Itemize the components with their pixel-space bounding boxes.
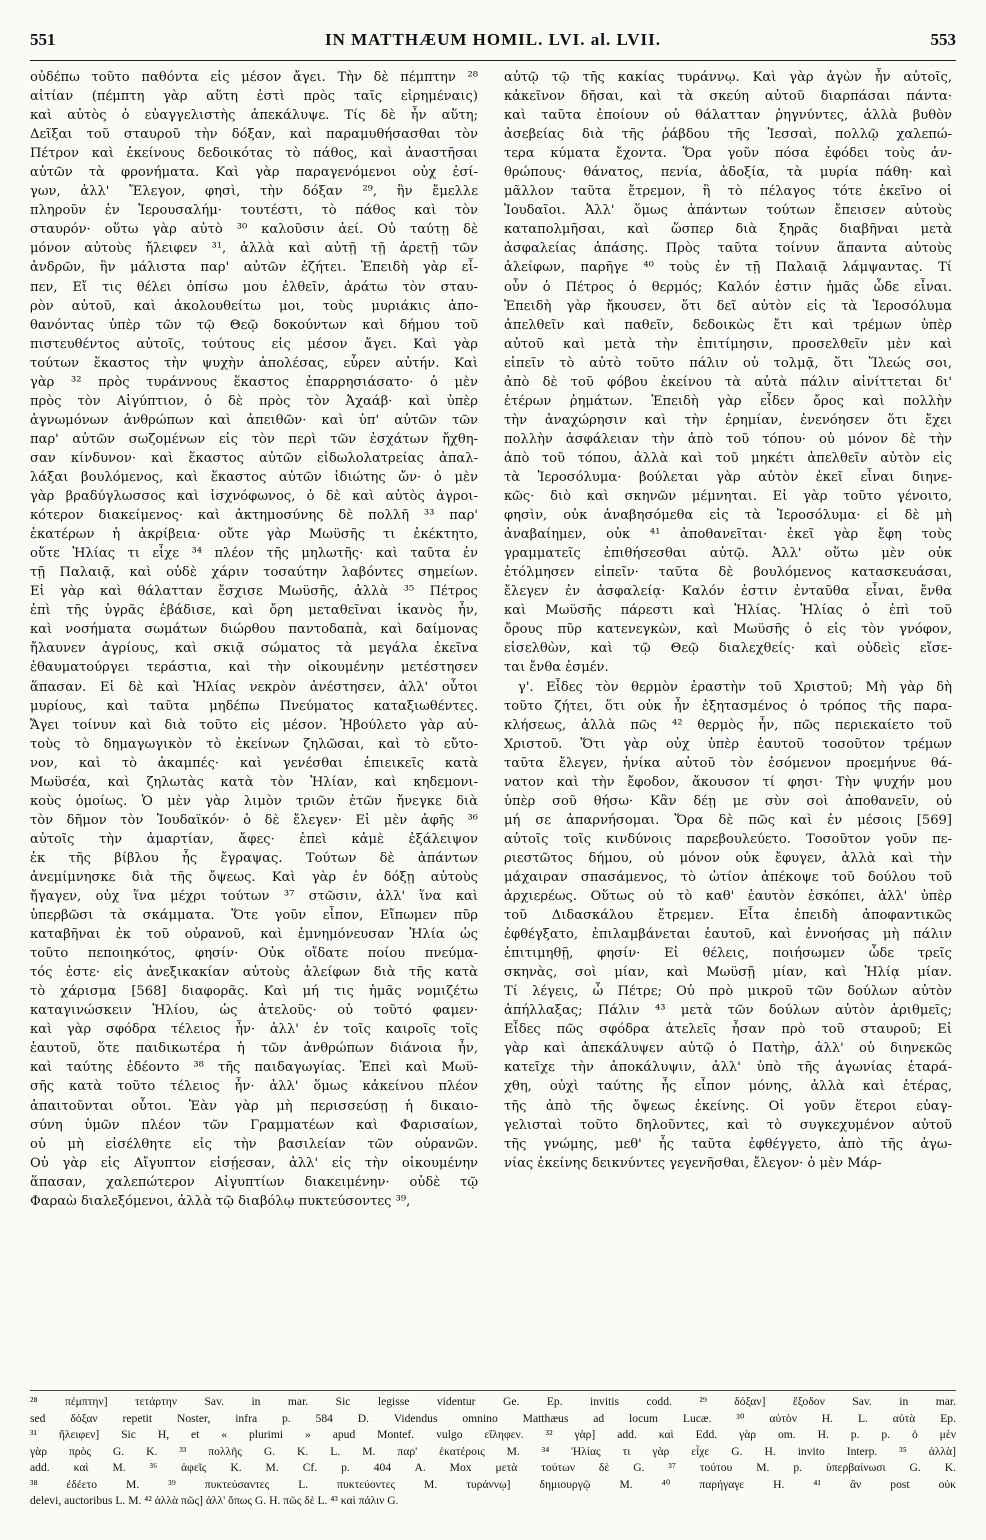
text-line: γὰρ ³² πρὸς τυράννους ἕκαστος ἐπαρρησιάσατο· ὁ μὲν bbox=[30, 374, 478, 390]
text-line: θρώπους· θάνατος, πενία, ἀδοξία, τὰ μυρία πάθη· καὶ bbox=[504, 165, 952, 181]
text-line: αἰτίαν (πέμπτη γὰρ αὕτη ἐστὶ πρὸς ταῖς εἰρημέναις) bbox=[30, 89, 478, 105]
text-line: γων, ἀλλ' Ἔλεγον, φησὶ, τὴν δόξαν ²⁹, ἣν ἔμελλε bbox=[30, 184, 478, 200]
text-line: γελισταὶ τοῦτο δηλοῦντες, καὶ τὸ συγκεχυμένον αὐτοῦ bbox=[504, 1117, 952, 1133]
text-line: ἀσεβείας διὰ τῆς ῥάβδου τῆς Ἰεσσαὶ, πολλῷ χαλεπώ- bbox=[504, 127, 952, 143]
header-rule bbox=[30, 60, 956, 61]
text-line: ρὸν αὐτοῦ, καὶ ἀκολουθείτω μοι, τοὺς μυριάκις ἀπο- bbox=[30, 298, 478, 314]
text-line: αὐτοῦ καὶ μετὰ τὴν ἐπιτίμησιν, προσελθεῖν μὲν καὶ bbox=[504, 336, 952, 352]
text-line: τοῦ Διδασκάλου ἔτρεμεν. Εἶτα ἐπειδὴ ἀποφαντικῶς bbox=[504, 908, 952, 924]
text-line: ἀγνωμόνων ἀνθρώπων καὶ ἀπειθῶν· καὶ ὑπ' αὐτῶν τῶν bbox=[30, 412, 478, 428]
text-line: ἀπελθεῖν καὶ παθεῖν, δεδοικὼς ἔτι καὶ τρέμων ὑπὲρ bbox=[504, 317, 952, 333]
text-line: λάξαι βουλόμενος, καὶ ἕκαστος αὐτῶν ἰδιώτης ὤν· ὁ μὲν bbox=[30, 469, 478, 485]
text-line: τῆς γνώμης, μεθ' ἧς ταῦτα ἐφθέγγετο, ἀπὸ τῆς ἀγω- bbox=[504, 1136, 952, 1152]
page-number-right: 553 bbox=[930, 30, 956, 49]
text-line: καὶ νοσήματα σωμάτων διώρθου παντοδαπὰ, καὶ δαίμονας bbox=[30, 622, 478, 638]
text-line: Ἰουδαῖοι. Ἀλλ' ὅμως ἁπάντων τούτων ἔπεισεν αὐτοὺς bbox=[504, 203, 952, 219]
text-line: εἰπεῖν τὸ αὐτὸ τοῦτο πάλιν οὐ τολμᾷ, ὅτι Ἵλεώς σοι, bbox=[504, 355, 952, 371]
text-line: ἐκ τῆς βίβλου ἧς ἔγραψας. Τούτων δὲ ἁπάντων bbox=[30, 850, 478, 866]
text-line: γὰρ καὶ ἀπεκάλυψεν αὐτῷ ὁ Πατὴρ, ἀλλ' οὐ διηνεκῶς bbox=[504, 1041, 952, 1057]
text-line: σύνη ὑμῶν πλέον τῶν Γραμματέων καὶ Φαρισαίων, bbox=[30, 1117, 478, 1133]
text-line: μόνον αὐτοὺς ἤλειφεν ³¹, ἀλλὰ καὶ αὐτῇ τῇ ἀρετῇ τῶν bbox=[30, 241, 478, 257]
text-line: καὶ ταύτης ἐδέοντο ³⁸ τῆς παιδαγωγίας. Ἐπεὶ καὶ Μωϋ- bbox=[30, 1060, 478, 1076]
text-line: μή σε ἀπαρνήσομαι. Ὅρα δὲ πῶς καὶ ἐν μέσοις [569] bbox=[504, 812, 952, 828]
text-line: Τί λέγεις, ὦ Πέτρε; Οὐ πρὸ μικροῦ τῶν δούλων αὐτὸν bbox=[504, 984, 952, 1000]
text-line: ταῦτα ἔλεγεν, ἡνίκα αὐτοῦ τὸν ἐσόμενον προεμήνυε θά- bbox=[504, 755, 952, 771]
text-line: ἅπασαν. Εἰ δὲ καὶ Ἠλίας νεκρὸν ἀνέστησεν, ἀλλ' οὗτοι bbox=[30, 679, 478, 695]
text-line: σκηνὰς, σοὶ μίαν, καὶ Μωϋσῇ μίαν, καὶ Ἠλίᾳ μίαν. bbox=[504, 965, 952, 981]
text-line: αὐτῷ τῷ τῆς κακίας τυράννῳ. Καὶ γὰρ ἀγὼν ἦν αὐτοῖς, bbox=[504, 70, 952, 85]
text-line: οὖν ὁ Πέτρος ὁ θερμός; Καλόν ἐστιν ἡμᾶς ὧδε εἶναι. bbox=[504, 279, 952, 295]
text-line: τοῦτο πεποιηκότος, φησίν· Οὐκ οἴδατε ποίου πνεύμα- bbox=[30, 946, 478, 962]
text-line: τὸ χάρισμα [568] διαφορᾶς. Καὶ μή τις ἡμᾶς νομιζέτω bbox=[30, 984, 478, 1000]
text-line: ἔλεγεν ἐν ἀσφαλείᾳ· Καλόν ἐστιν ἐνταῦθα εἶναι, ἔνθα bbox=[504, 584, 952, 600]
text-line: αὐτοῖς τὴν ἁμαρτίαν, ἄφες· ἐπεὶ κἀμὲ ἐξάλειψον bbox=[30, 831, 478, 847]
text-line: ἤλαυνεν ἀγρίους, καὶ σκιᾷ σώματος τὰ μεγάλα ἐκεῖνα bbox=[30, 641, 478, 657]
text-line: γὰρ βραδύγλωσσος καὶ ἰσχνόφωνος, ὁ δὲ καὶ αὐτὸς ἀγροι- bbox=[30, 489, 478, 505]
text-line: κῶς· διὸ καὶ σκηνῶν μέμνηται. Εἰ γὰρ τοῦτο γένοιτο, bbox=[504, 489, 952, 505]
text-line: Εἶδες πῶς σφόδρα ἀτελεῖς ἦσαν πρὸ τοῦ σταυροῦ; Εἰ bbox=[504, 1022, 952, 1038]
footnotes bbox=[30, 1394, 956, 1510]
text-line: ται ἔνθα ἐσμέν. bbox=[504, 660, 609, 676]
text-line: ἀναβαίημεν, οὐκ ⁴¹ ἀποθανεῖται· ἐκεῖ γὰρ ἔφη τοὺς bbox=[504, 527, 952, 543]
text-line: νίας ἐκείνης δεικνύντες γεγενῆσθαι, ἔλεγον· ὁ μὲν Μάρ- bbox=[504, 1155, 882, 1171]
text-line: κοὺς ὁμοίως. Ὁ μὲν γὰρ λιμὸν τριῶν ἐτῶν ἤνεγκε διὰ bbox=[30, 793, 478, 809]
text-line: τερα κύματα ἔχοντα. Ὅρα γοῦν πόσα ἐφόδει τοὺς ἀν- bbox=[504, 146, 952, 162]
text-line: τοὺς τὸ δημαγωγικὸν τὸ ἐκείνων ζηλῶσαι, καὶ τὸ εὔτο- bbox=[30, 736, 478, 752]
text-line: γ'. Εἶδες τὸν θερμὸν ἐραστὴν τοῦ Χριστοῦ; Μὴ γὰρ δὴ bbox=[518, 679, 952, 695]
text-line: ἑτέρων ῥημάτων. Ἐπειδὴ γὰρ εἶδεν ὄρος καὶ πολλὴν bbox=[504, 393, 952, 409]
text-line: ριεστῶτος δήμου, οὐ μόνον οὐκ ἔφυγεν, ἀλλὰ καὶ τὴν bbox=[504, 850, 952, 866]
running-title: IN MATTHÆUM HOMIL. LVI. al. LVII. bbox=[324, 30, 662, 49]
text-line: κἀκεῖνον δῆσαι, καὶ τὰ σκεύη αὐτοῦ διαρπάσαι πάντα· bbox=[504, 89, 952, 105]
text-line: κατεῖχε τὴν ἀποκάλυψιν, ἀλλ' ὑπὸ τῆς ἀγωνίας ἐταρά- bbox=[504, 1060, 952, 1076]
text-line: τὸν δῆμον τὸν Ἰουδαϊκόν· ὁ δὲ ἔλεγεν· Εἰ μὲν ἀφῆς ³⁶ bbox=[30, 812, 478, 828]
text-line: Μωϋσέα, καὶ ζηλωτὰς κατὰ τὸν Ἠλίαν, καὶ κηδεμονι- bbox=[30, 774, 478, 790]
text-line: καταγινώσκειν Ἠλίου, ὡς ἀτελοῦς· οὐ τοῦτό φαμεν· bbox=[30, 1003, 478, 1019]
text-line: οὐ μὴ εἰσέλθητε εἰς τὴν βασιλείαν τῶν οὐρανῶν. bbox=[30, 1136, 478, 1152]
page-header bbox=[30, 30, 956, 56]
text-line: τούτων ἕκαστος τὴν ψυχὴν ἀπολέσας, εὗρεν αὐτήν. Καὶ bbox=[30, 355, 478, 371]
text-line: νον, καὶ τὸ ἀκαμπές· καὶ γενέσθαι ἐπιεικεῖς κατὰ bbox=[30, 755, 478, 771]
text-line: ὄρους πῦρ κατενεγκὼν, καὶ Μωϋσῆς ὁ εἰς τὸν γνόφον, bbox=[504, 622, 952, 638]
text-line: θανόντας ὑπὲρ τῶν τῷ Θεῷ δοκούντων καὶ δήμου τοῦ bbox=[30, 317, 478, 333]
text-line: ἤγαγεν, οὐχ ἵνα μέχρι τούτων ³⁷ στῶσιν, ἀλλ' ἵνα καὶ bbox=[30, 889, 478, 905]
text-line: κότερον διακείμενος· καὶ ἀκτημοσύνης δὲ πολλῆ ³³ παρ' bbox=[30, 508, 478, 524]
text-line: καταβῆναι ἐκ τοῦ οὐρανοῦ, καὶ ἐμνημόνευσαν Ἠλία ὡς bbox=[30, 927, 478, 943]
text-line: ἐτόλμησεν εἰπεῖν· ταῦτα δὲ βουλόμενος κατασκευάσαι, bbox=[504, 565, 952, 581]
text-line: οὐδέπω τοῦτο παθόντα εἰς μέσον ἄγει. Τὴν δὲ πέμπτην ²⁸ bbox=[30, 70, 478, 85]
text-line: Εἰ γὰρ καὶ θάλατταν ἔσχισε Μωϋσῆς, ἀλλὰ ³⁵ Πέτρος bbox=[30, 584, 478, 600]
text-line: Δεῖξαι τοῦ σταυροῦ τὴν δόξαν, καὶ παραμυθήσασθαι τὸν bbox=[30, 127, 478, 143]
text-line: τῆς ἀπὸ τῆς ὄψεως ἐκείνης. Οἱ γοῦν ἕτεροι εὐαγ- bbox=[504, 1098, 952, 1114]
text-line: σταυρόν· οὕτω γὰρ αὐτὸ ³⁰ καλοῦσιν ἀεί. Οὐ ταύτῃ δὲ bbox=[30, 222, 478, 238]
right-column bbox=[504, 68, 952, 1173]
text-line: Χριστοῦ. Ὅτι γὰρ οὐχ ὑπὲρ ἑαυτοῦ τοσοῦτον τρέμων bbox=[504, 736, 952, 752]
footnote-line: ³⁸ ἐδέετο M. ³⁹ πυκτεύσαντες L. πυκτεύοντες M. τυράννῳ] δημιουργῷ M. ⁴⁰ παρήγαγε H. ⁴¹ ἂν post οὐκ bbox=[30, 1477, 956, 1491]
text-line: ἀπὸ δὲ τοῦ φόβου ἐκείνου τὰ αὐτὰ πάλιν αἰνίττεται δι' bbox=[504, 374, 952, 390]
text-line: ἀπὸ τοῦ τόπου, ἀλλὰ καὶ τοῦ μηκέτι ἀπελθεῖν αὐτὸν εἰς bbox=[504, 450, 952, 466]
text-line: καὶ αὐτὸς ὁ εὐαγγελιστὴς ἀπεκάλυψε. Τίς δὲ ἦν αὕτη; bbox=[30, 108, 478, 124]
text-line: καὶ γὰρ σφόδρα τέλειος ἦν· ἀλλ' ἐν τοῖς καιροῖς τοῖς bbox=[30, 1022, 478, 1038]
text-line: φησὶν, οὐκ ἀναβησόμεθα εἰς τὰ Ἱεροσόλυμα· εἰ δὲ μὴ bbox=[504, 508, 952, 524]
text-line: μάχαιραν σπασάμενος, τὸ ὠτίον ἀπέκοψε τοῦ δούλου τοῦ bbox=[504, 869, 952, 885]
page-number-left: 551 bbox=[30, 30, 56, 49]
text-line: ἑαυτοῦ, ὅτε παιδικωτέρα ἡ τῶν ἀνθρώπων διάνοια ἦν, bbox=[30, 1041, 478, 1057]
text-line: σαν κίνδυνον· καὶ ἕκαστος αὐτῶν εἰδωλολατρείας ἀπαλ- bbox=[30, 450, 478, 466]
footnote-line: sed δόξαν repetit Noster, infra p. 584 D. Videndus omnino Matthæus ad locum Lucæ. ³⁰ αὐτὸν H. L. αὐτὰ Ep. bbox=[30, 1411, 956, 1425]
text-line: καὶ Μωϋσῆς πάρεστι καὶ Ἠλίας. Ἠλίας ὁ ἐπὶ τοῦ bbox=[504, 603, 952, 619]
text-line: τὴν ἀναχώρησιν καὶ τὴν ἐρημίαν, ἐνενόησεν ὅτι ἔχει bbox=[504, 412, 952, 428]
text-line: Φαραὼ διαλεξόμενοι, ἀλλὰ τῷ διαβόλῳ πυκτεύσοντες ³⁹, bbox=[30, 1193, 411, 1209]
text-line: τοῦτο ζήτει, ὅτι οὐκ ἦν ἐξητασμένος ὁ τρόπος τῆς παρα- bbox=[504, 698, 952, 714]
text-line: παρ' αὐτῶν σωζομένων εἰς τὸν περὶ τῶν ἐσχάτων ἤχθη- bbox=[30, 431, 478, 447]
footnote-line: delevi, auctoribus L. M. ⁴² ἀλλὰ πῶς] ἀλλ' ὅπως G. H. πῶς δὲ L. ⁴³ καὶ πάλιν G. bbox=[30, 1494, 399, 1507]
text-line: πιστευθέντος αὐτοῖς, τούτους εἰς μέσον ἄγει. Καὶ γὰρ bbox=[30, 336, 478, 352]
text-line: ὑπὲρ σοῦ θήσω· Κἂν δέῃ με σὺν σοὶ ἀποθανεῖν, οὐ bbox=[504, 793, 952, 809]
text-line: ἀνεμίμνησκε διὰ τῆς ὄψεως. Καὶ γὰρ ἐν δόξῃ αὐτοὺς bbox=[30, 869, 478, 885]
text-line: Ἐπειδὴ γὰρ ἤκουσεν, ὅτι δεῖ αὐτὸν εἰς τὰ Ἱεροσόλυμα bbox=[504, 298, 952, 314]
text-line: μᾶλλον ταῦτα ἔτρεμον, ἢ τὸ πέλαγος τότε ἐκεῖνο οἱ bbox=[504, 184, 952, 200]
footnote-line: ²⁸ πέμπτην] τετάρτην Sav. in mar. Sic legisse videntur Ge. Ep. invitis codd. ²⁹ δόξαν] ἔξοδον Sav. in mar. bbox=[30, 1395, 956, 1408]
text-line: μυρίους, καὶ ταῦτα μηδέπω Πνεύματος καταξιωθέντες. bbox=[30, 698, 478, 714]
left-column bbox=[30, 68, 478, 1211]
text-line: ἅπασαν, χαλεπώτερον Αἰγυπτίων διακειμένην· οὐδὲ τῷ bbox=[30, 1174, 478, 1190]
text-line: καὶ ταῦτα ἐποίουν οὐ θάλατταν ῥηγνύντες, ἀλλὰ βυθὸν bbox=[504, 108, 952, 124]
text-line: ἀλείφων, παρῆγε ⁴⁰ τοὺς ἐν τῇ Παλαιᾷ λάμψαντας. Τί bbox=[504, 260, 952, 276]
text-line: χθη, οὐχὶ ταύτης ἧς εἶπον μόνης, ἀλλὰ καὶ ἑτέρας, bbox=[504, 1079, 952, 1095]
text-line: τῇ Παλαιᾷ, καὶ οὐδὲ χάριν τοσαύτην λαβόντες σημείων. bbox=[30, 565, 478, 581]
text-line: ἐπὶ τῆς ὑγρᾶς ἐβάδισε, καὶ ὄρη μεταθεῖναι ἱκανὸς ἦν, bbox=[30, 603, 478, 619]
footnote-line: γὰρ πρὸς G. K. ³³ πολλῆς G. K. L. M. παρ' ἑκατέροις M. ³⁴ Ἠλίας τι γὰρ εἶχε G. H. invito Interp. ³⁵ ἀλλὰ] bbox=[30, 1444, 956, 1458]
text-line: ἀπήλλαξας; Πάλιν ⁴³ μετὰ τῶν δούλων αὐτὸν ἀριθμεῖς; bbox=[504, 1003, 952, 1019]
text-line: αὐτῶν τὰ φρονήματα. Καὶ γὰρ παραγενόμενοι οὐχ ἐσί- bbox=[30, 165, 478, 181]
text-line: τός ἐστε· εἰς ἀνεξικακίαν αὐτοὺς ἀλείφων διὰ τῆς κατὰ bbox=[30, 965, 478, 981]
text-line: πεν, Εἴ τις θέλει ὀπίσω μου ἐλθεῖν, ἀράτω τὸν σταυ- bbox=[30, 279, 478, 295]
text-line: τὰ Ἱεροσόλυμα· βούλεται γὰρ αὐτὸν ἐκεῖ εἶναι διηνε- bbox=[504, 469, 952, 485]
text-line: σῆς κατὰ τοῦτο τέλειος ἦν· ἀλλ' ὅμως κἀκείνου πλέον bbox=[30, 1079, 478, 1095]
text-line: ἐφθέγξατο, ἐπιλαμβάνεται ἑαυτοῦ, καὶ ἐννοήσας μὴ πάλιν bbox=[504, 927, 952, 943]
text-line: ἐθαυματούργει τεράστια, καὶ τὴν οἰκουμένην μετέστησεν bbox=[30, 660, 478, 676]
text-line: γραμματεῖς ἐπιθήσεσθαι αὐτῷ. Ἀλλ' οὕτω μὲν οὐκ bbox=[504, 546, 952, 562]
text-line: ἀρχιερέως. Οὕτως οὐ τὸ καθ' ἑαυτὸν ἐσκόπει, ἀλλ' ὑπὲρ bbox=[504, 889, 952, 905]
text-line: Πέτρον καὶ ἐκείνους δεδοικότας τὸ πάθος, καὶ ἀναστῆσαι bbox=[30, 146, 478, 162]
text-line: Οὐ γὰρ εἰς Αἴγυπτον εἰσῄεσαν, ἀλλ' εἰς τὴν οἰκουμένην bbox=[30, 1155, 478, 1171]
text-line: νατον καὶ τὴν ἔφοδον, ἄκουσον τί φησι· Τὴν ψυχήν μου bbox=[504, 774, 952, 790]
text-line: ἀνδρῶν, ἣν μάλιστα παρ' αὐτῶν ἐζήτει. Ἐπειδὴ γὰρ εἶ- bbox=[30, 260, 478, 276]
text-line: ὑπερβῶσι τὰ σκάμματα. Ὅτε γοῦν εἶπον, Εἴπωμεν πῦρ bbox=[30, 908, 478, 924]
text-line: πρὸς τὸν Αἰγύπτιον, ὁ δὲ πρὸς τὸν Ἀχαάβ· καὶ ὑπὲρ bbox=[30, 393, 478, 409]
text-line: πολλὴν ἀσφάλειαν τὴν ἀπὸ τοῦ τόπου· οὐ μόνον δὲ τὴν bbox=[504, 431, 952, 447]
text-line: ἐπιτιμηθῇ, φησίν· Εἰ θέλεις, ποιήσωμεν ὧδε τρεῖς bbox=[504, 946, 952, 962]
text-line: κλήσεως, ἀλλὰ πῶς ⁴² θερμὸς ἦν, πῶς περιεκαίετο τοῦ bbox=[504, 717, 952, 733]
text-line: καταπολμῆσαι, καὶ ὥσπερ διὰ ξηρᾶς διαβῆναι μετὰ bbox=[504, 222, 952, 238]
text-line: αὐτοῖς τοῖς κινδύνοις παρεβουλεύετο. Τοσοῦτον γοῦν πε- bbox=[504, 831, 952, 847]
text-line: πληροῦν ἐν Ἱερουσαλήμ· τουτέστι, τὸ πάθος καὶ τὸν bbox=[30, 203, 478, 219]
text-line: οὔτε Ἠλίας τι εἶχε ³⁴ πλέον τῆς μηλωτῆς· καὶ ταῦτα ἐν bbox=[30, 546, 478, 562]
text-line: Ἄγει τοίνυν καὶ διὰ τοῦτο εἰς μέσον. Ἠβούλετο γὰρ αὐ- bbox=[30, 717, 478, 733]
text-line: ἑκατέρων ἡ ἀκρίβεια· οὔτε γὰρ Μωϋσῆς τι ἐκέκτητο, bbox=[30, 527, 478, 543]
footnote-line: ³¹ ἤλειφεν] Sic H, et « plurimi » apud Montef. vulgo εἴληφεν. ³² γὰρ] add. καὶ Edd. γὰρ om. H. p. p. ὁ μὲν bbox=[30, 1428, 956, 1441]
text-line: ἀσφαλείας ἁπάσης. Πρὸς ταῦτα τοίνυν ἅπαντα αὐτοὺς bbox=[504, 241, 952, 257]
text-line: εἰσελθὼν, καὶ τῷ Θεῷ διαλεχθείς· καὶ οὐδεὶς εἴσε- bbox=[504, 641, 952, 657]
footnote-line: add. καὶ M. ³⁶ ἀφεῖς K. M. Cf. p. 404 A. Mox μετὰ τούτων δὲ G. ³⁷ τούτου M. p. ὑπερβαίνωσι G. K. bbox=[30, 1461, 956, 1474]
text-line: ἀπαιτοῦνται οὗτοι. Ἐὰν γὰρ μὴ περισσεύσῃ ἡ δικαιο- bbox=[30, 1098, 478, 1114]
footnote-rule bbox=[30, 1390, 956, 1391]
